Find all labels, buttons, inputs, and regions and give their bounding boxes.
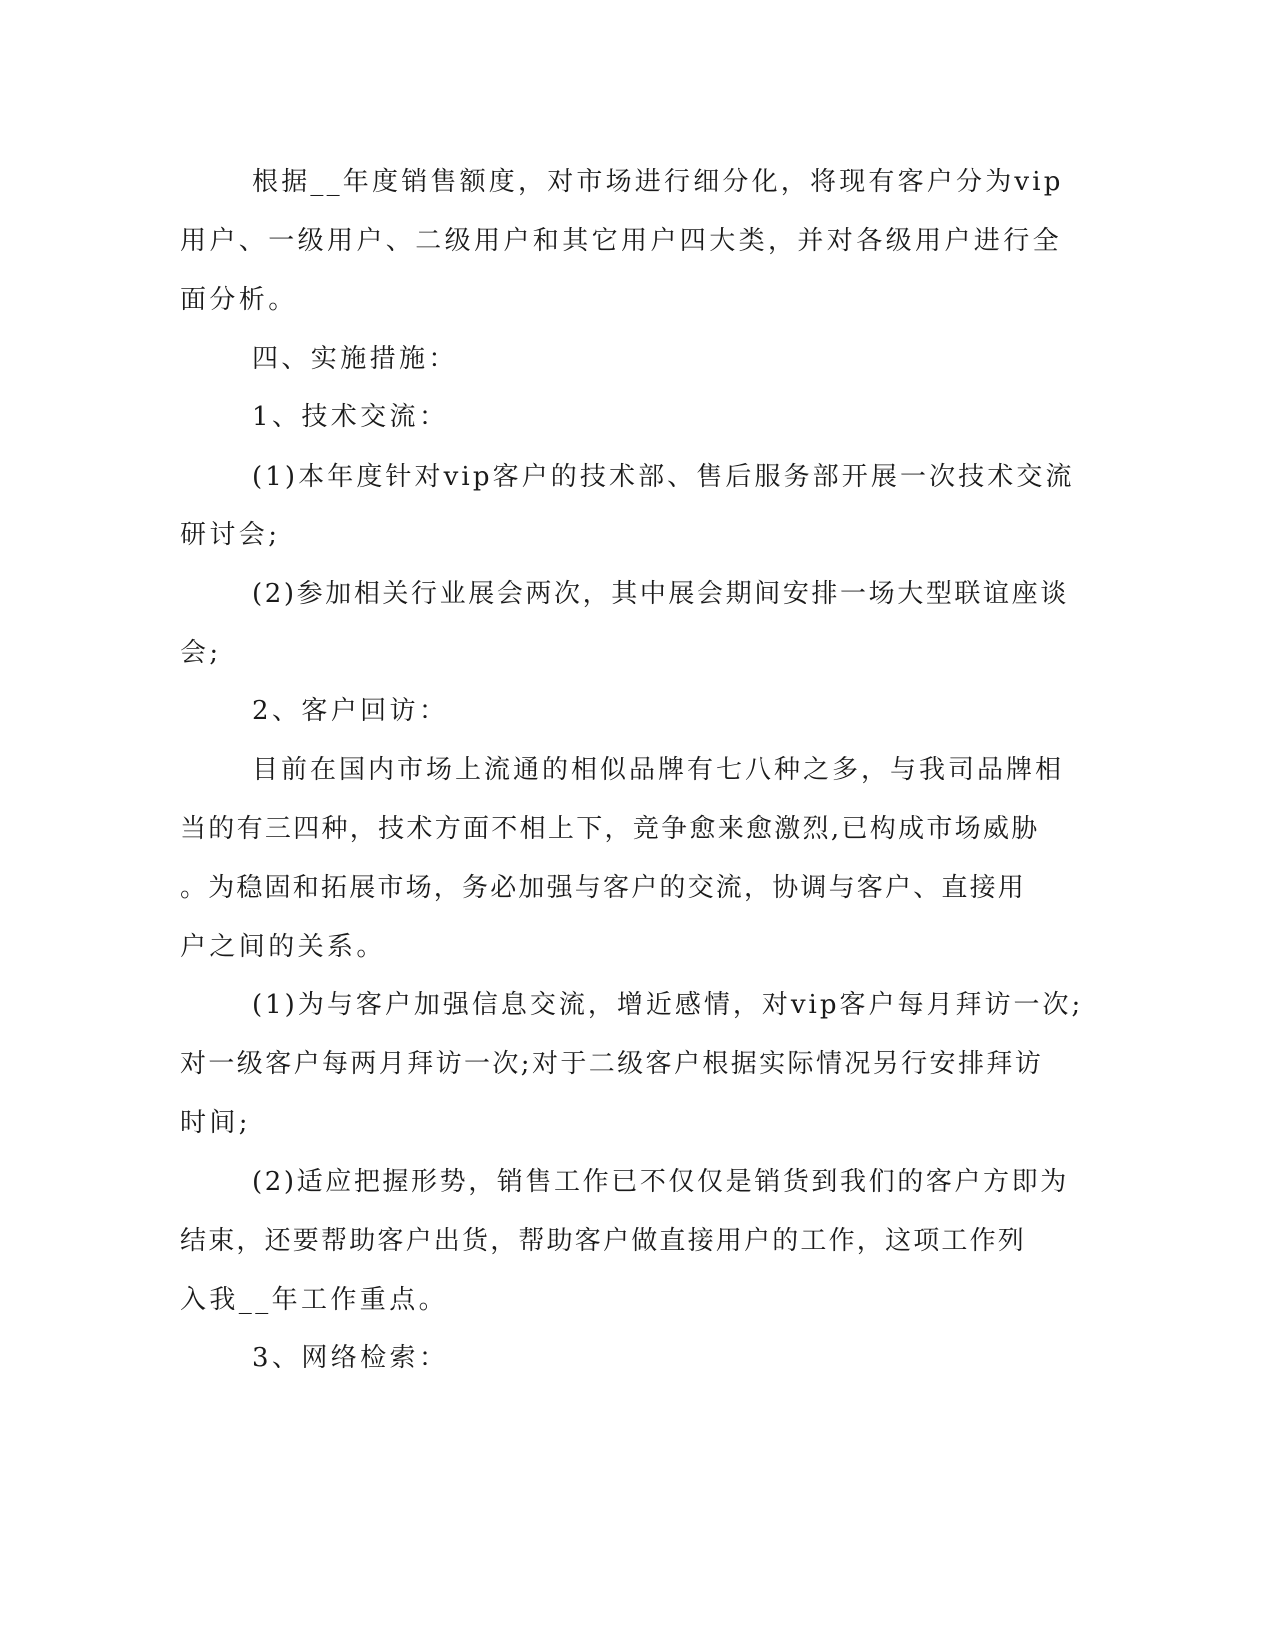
subsection-heading: 1、技术交流： (252, 402, 449, 432)
paragraph-line: 用户、一级用户、二级用户和其它用户四大类，并对各级用户进行全 (180, 226, 1063, 256)
paragraph-line: 当的有三四种，技术方面不相上下，竞争愈来愈激烈,已构成市场威胁 (180, 814, 1040, 844)
paragraph-line: (1)本年度针对vip客户的技术部、售后服务部开展一次技术交流 (252, 462, 1075, 492)
paragraph-line: 面分析。 (180, 285, 298, 315)
paragraph-line: (1)为与客户加强信息交流，增近感情，对vip客户每月拜访一次; (252, 990, 1084, 1020)
paragraph-line: 根据__年度销售额度，对市场进行细分化，将现有客户分为vip (252, 167, 1064, 197)
paragraph-line: 对一级客户每两月拜访一次;对于二级客户根据实际情况另行安排拜访 (180, 1049, 1044, 1079)
paragraph-line: 结束，还要帮助客户出货，帮助客户做直接用户的工作，这项工作列 (180, 1226, 1027, 1256)
paragraph-line: 会; (180, 638, 222, 668)
paragraph-line: 入我__年工作重点。 (180, 1285, 449, 1315)
paragraph-line: 户之间的关系。 (180, 932, 386, 962)
section-heading: 四、实施措施： (252, 344, 458, 374)
paragraph-line: 时间; (180, 1108, 251, 1138)
paragraph-line: 。为稳固和拓展市场，务必加强与客户的交流，协调与客户、直接用 (180, 873, 1027, 903)
paragraph-line: 研讨会; (180, 520, 281, 550)
paragraph-line: (2)适应把握形势，销售工作已不仅仅是销货到我们的客户方即为 (252, 1167, 1069, 1197)
subsection-heading: 3、网络检索： (252, 1343, 449, 1373)
paragraph-line: 目前在国内市场上流通的相似品牌有七八种之多，与我司品牌相 (252, 755, 1065, 785)
subsection-heading: 2、客户回访： (252, 696, 449, 726)
paragraph-line: (2)参加相关行业展会两次，其中展会期间安排一场大型联谊座谈 (252, 579, 1069, 609)
